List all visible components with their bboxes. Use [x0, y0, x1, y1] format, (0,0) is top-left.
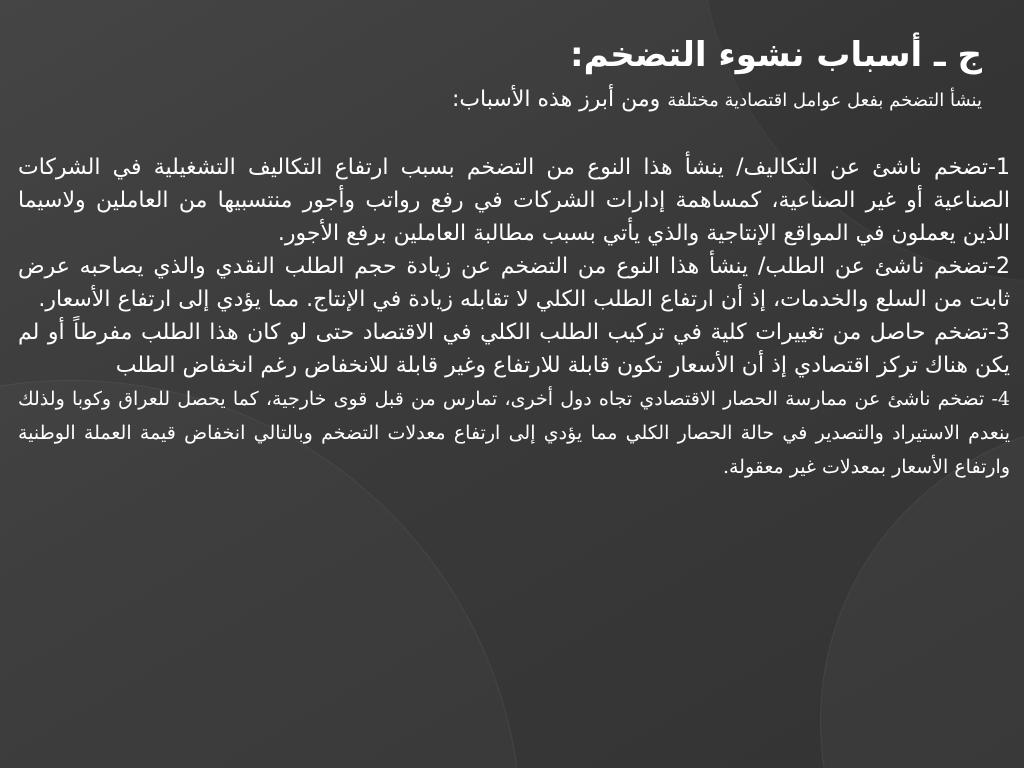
- slide-title: ج ـ أسباب نشوء التضخم:: [569, 35, 982, 75]
- subtitle-rest: ومن أبرز هذه الأسباب:: [451, 87, 661, 112]
- subtitle-intro: ينشأ التضخم بفعل عوامل اقتصادية مختلفة: [667, 90, 982, 111]
- paragraph-blockade-inflation: 4- تضخم ناشئ عن ممارسة الحصار الاقتصادي تجاه دول أخرى، تمارس من قبل قوى خارجية، كما يحصل للعراق وكوبا ولذلك ينعدم الاستيراد والتصدير في حالة الحصار الكلي مما يؤدي إلى ارتفاع معدلات التضخم وبالتالي انخفاض قيمة العملة الوطنية وارتفاع الأسعار بمعدلات غير معقولة.: [18, 388, 1010, 478]
- paragraph-demand-inflation: 2-تضخم ناشئ عن الطلب/ ينشأ هذا النوع من التضخم عن زيادة حجم الطلب النقدي والذي يصاحبه عرض ثابت من السلع والخدمات، إذ أن ارتفاع الطلب الكلي لا تقابله زيادة في الإنتاج. مما يؤدي إلى ارتفاع الأسعار.: [18, 254, 1010, 312]
- slide-subtitle: [18, 82, 1010, 119]
- paragraph-structural-inflation: 3-تضخم حاصل من تغييرات كلية في تركيب الطلب الكلي في الاقتصاد حتى لو كان هذا الطلب مفرطاً أو لم يكن هناك تركز اقتصادي إذ أن الأسعار تكون قابلة للارتفاع وغير قابلة للانخفاض رغم انخفاض الطلب: [18, 320, 1010, 378]
- spacer: [18, 119, 1010, 151]
- slide-content: [18, 28, 1010, 758]
- paragraph-cost-inflation: 1-تضخم ناشئ عن التكاليف/ ينشأ هذا النوع من التضخم بسبب ارتفاع التكاليف التشغيلية في الشركات الصناعية أو غير الصناعية، كمساهمة إدارات الشركات في رفع رواتب وأجور منتسبيها من العاملين ولاسيما الذين يعملون في المواقع الإنتاجية والذي يأتي بسبب مطالبة العاملين برفع الأجور.: [18, 155, 1010, 246]
